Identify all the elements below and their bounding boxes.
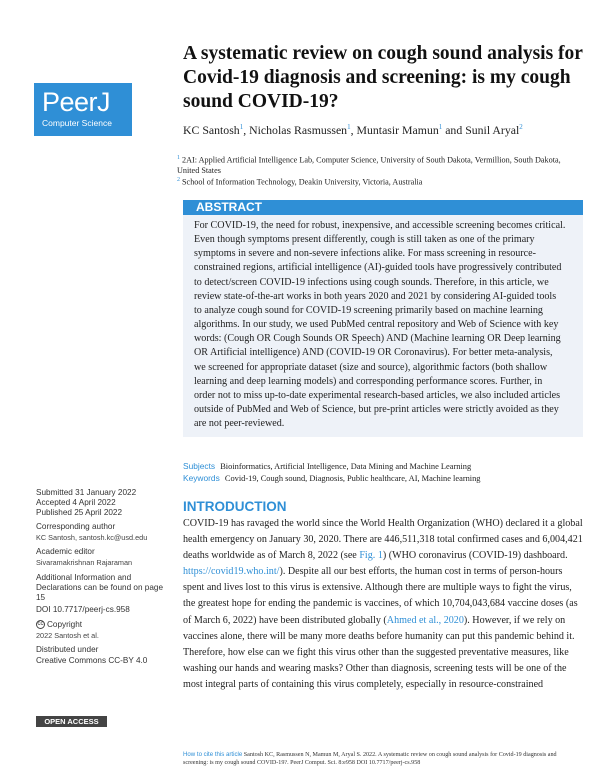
affiliation-number: 1 [177,155,180,161]
article-title: A systematic review on cough sound analysis for Covid-19 diagnosis and screening: is my cough sound COVID-19? [183,43,583,112]
introduction-text [183,516,583,693]
abstract-text: For COVID-19, the need for robust, inexpensive, and accessible screening becomes critical. Even though symptoms present differently, cough is still taken as one of the primary symptoms in severe and non-severe infections alike. For mass screening in resource-constrained regions, artificial intelligence (AI)-guided tools have progressively contributed to detect/screen COVID-19 infections using cough sounds. Therefore, in this article, we review state-of-the-art works in both years 2020 and 2021 by considering AI-guided tools to analyze cough sound for COVID-19 screening primarily based on machine learning algorithms. In our study, we used PubMed central repository and Web of Science with key words: (Cough OR Cough Sounds OR Speech) AND (Machine learning OR Deep learning OR Artificial intelligence) AND (COVID-19 OR Coronavirus). For better meta-analysis, we screened for appropriate dataset (size and source), algorithmic factors (both shallow learning and deep learning models) and corresponding performance scores. Further, in order not to miss up-to-date experimental research-based articles, we also included articles outside of PubMed and Web of Science, but pre-print articles were strictly avoided as they are not peer-reviewed. [194,220,566,430]
license-value[interactable]: Creative Commons CC-BY 4.0 [36,656,148,665]
author-name[interactable]: Sunil Aryal [465,122,520,137]
affiliation-text: School of Information Technology, Deakin University, Victoria, Australia [182,177,423,187]
subjects-value: Bioinformatics, Artificial Intelligence, Data Mining and Machine Learning [220,462,472,471]
how-to-cite-label: How to cite this article [183,751,243,758]
intro-text-part: COVID-19 has ravaged the world since the World Health Organization (WHO) declared it a global health emergency on January 30, 2020. There are 446,511,318 total confirmed cases and 6,004,421 deaths worldwide as of March 8, 2022 (see [183,518,583,562]
intro-text-part: ). Despite all our best efforts, the human cost in terms of person-hours spent and lives lost to this virus is extensive. Although there are multiple ways to fight the virus, the greatest hope for ending the pandemic is vaccines, of which 10,704,043,684 vaccine doses (as of March 6, 2022) have been distributed globally ( [183,566,578,626]
published-date: Published 25 April 2022 [36,508,123,517]
corresponding-author-label: Corresponding author [36,522,116,531]
affiliation [177,153,577,177]
author-affil-ref: 1 [347,123,351,131]
author-affil-ref: 2 [519,123,523,131]
logo-subtitle: Computer Science [42,118,112,128]
copyright-icon: cc [37,621,44,628]
affiliation-number: 2 [177,177,180,183]
intro-text-part: ) (WHO coronavirus (COVID-19) dashboard. [382,550,568,562]
author-separator: and [442,122,466,137]
license-label: Distributed under [36,645,99,654]
citation-link[interactable]: Ahmed et al., 2020 [386,614,464,626]
corresponding-author[interactable]: KC Santosh, santosh.kc@usd.edu [36,533,148,542]
accepted-date: Accepted 4 April 2022 [36,498,116,507]
author-separator: , [350,122,357,137]
abstract-heading: ABSTRACT [183,200,583,215]
additional-info[interactable]: Additional Information and Declarations can be found on page 15 [36,573,163,603]
copyright-line [36,620,176,630]
author-name[interactable]: Nicholas Rasmussen [249,122,348,137]
author-name[interactable]: KC Santosh [183,122,240,137]
logo-name: PeerJ [42,87,111,117]
affiliation-text: 2AI: Applied Artificial Intelligence Lab, Computer Science, University of South Dakota, Vermillion, South Dakota, United States [177,155,561,176]
figure-link[interactable]: Fig. 1 [359,550,383,562]
author-affil-ref: 1 [239,123,244,131]
doi[interactable]: DOI 10.7717/peerj-cs.958 [36,605,130,614]
copyright-value: 2022 Santosh et al. [36,631,99,640]
subjects-label: Subjects [183,461,216,471]
keywords-label: Keywords [183,473,220,483]
author-separator: , [243,122,250,137]
affiliation [177,175,577,188]
introduction-heading: INTRODUCTION [183,499,287,514]
keywords-value: Covid-19, Cough sound, Diagnosis, Public healthcare, AI, Machine learning [224,474,481,483]
academic-editor: Sivaramakrishnan Rajaraman [36,558,133,567]
author-list [183,120,563,138]
open-access-badge: OPEN ACCESS [36,716,107,727]
submitted-date: Submitted 31 January 2022 [36,488,137,497]
how-to-cite-text: Santosh KC, Rasmussen N, Mamun M, Aryal S. 2022. A systematic review on cough sound analysis for Covid-19 diagnosis and screening: is my cough sound COVID-19?. PeerJ Comput. Sci. 8:e958 DOI 10.7717/peerj-cs.958 [183,752,557,766]
who-url-link[interactable]: https://covid19.who.int/ [183,566,280,578]
author-name[interactable]: Muntasir Mamun [356,122,439,137]
academic-editor-label: Academic editor [36,547,95,556]
intro-text-part: ). However, if we rely on vaccines alone, there will be many more deaths before humanity can put this pandemic behind it. Therefore, how else can we fight this virus other than the suggested preventative measures, like washing our hands and wearing masks? Other than diagnosis, screening tests will be one of the most integral parts of containing this virus completely, especially in resource-constrained [183,614,575,690]
journal-logo [34,83,132,136]
author-affil-ref: 1 [438,123,443,131]
subjects-line [183,461,583,472]
how-to-cite [183,751,583,767]
copyright-label: Copyright [47,620,83,629]
keywords-line [183,473,583,484]
